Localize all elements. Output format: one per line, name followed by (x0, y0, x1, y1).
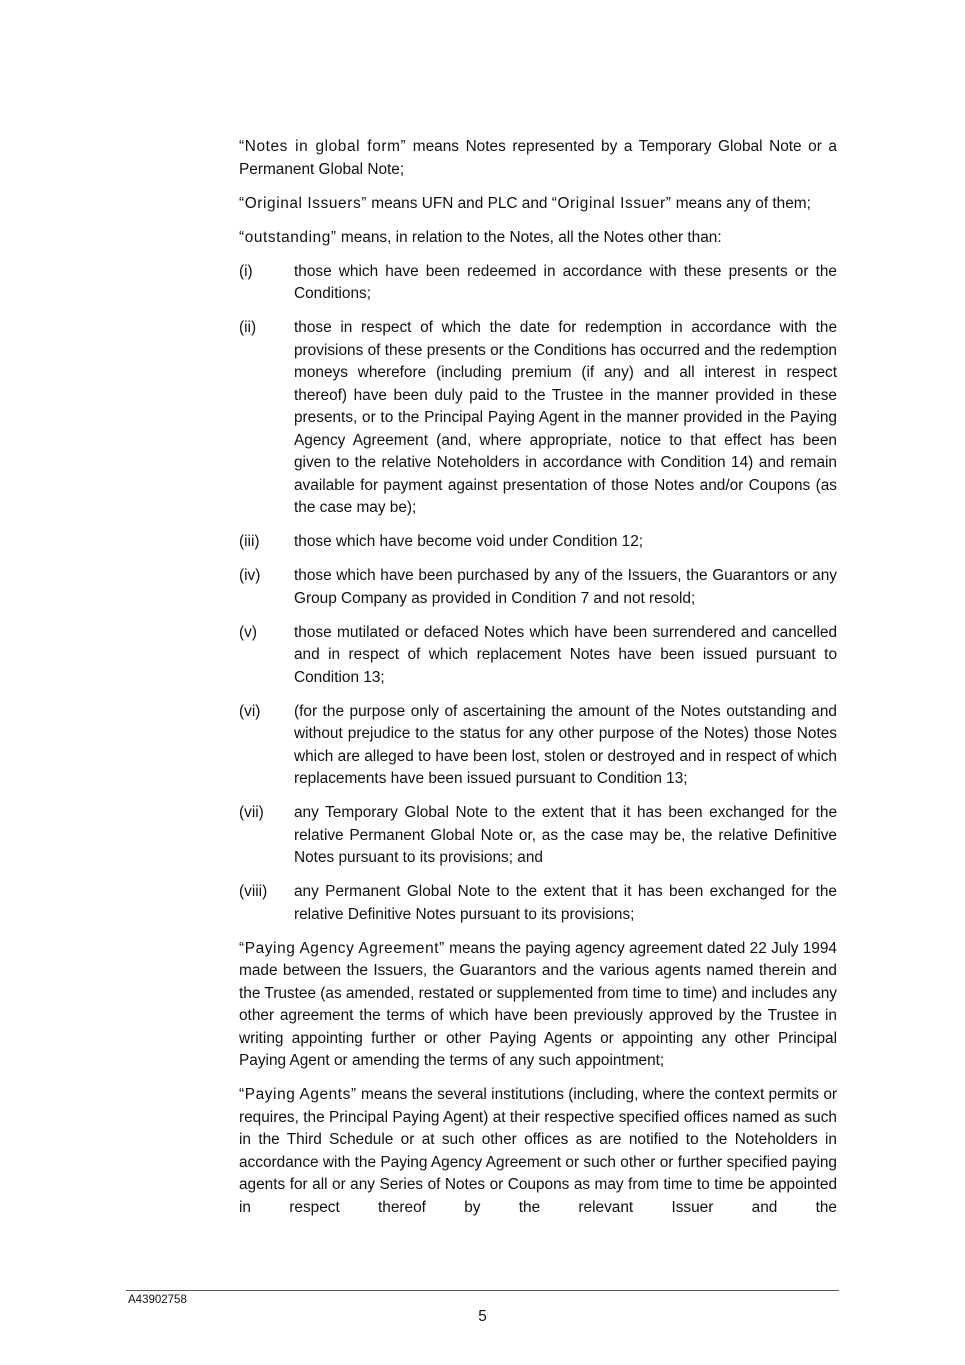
definition-text: means, in relation to the Notes, all the Notes other than: (336, 228, 722, 246)
list-item-text: any Temporary Global Note to the extent that it has been exchanged for the relative Permanent Global Note or, as the case may be, the relative Definitive Notes pursuant to its provisions; and (294, 804, 837, 866)
list-item (239, 622, 837, 690)
list-item (239, 881, 837, 926)
definition-paying-agents (239, 1084, 837, 1219)
defined-term: “Paying Agents” (239, 1086, 357, 1103)
list-item-text: those mutilated or defaced Notes which have been surrendered and cancelled and in respect of which replacement Notes have been issued pursuant to Condition 13; (294, 623, 837, 686)
list-item-text: those in respect of which the date for redemption in accordance with the provisions of these presents or the Conditions has occurred and the redemption moneys wherefore (including premium (if any) and all interest in respect thereof) have been duly paid to the Trustee in the manner provided in these presents, or to the Principal Paying Agent in the manner provided in the Paying Agency Agreement (and, where appropriate, notice to that effect has been given to the relative Noteholders in accordance with Condition 14) and remain available for payment against presentation of those Notes and/or Coupons (as the case may be); (294, 319, 837, 516)
list-item-number: (iv) (239, 567, 261, 584)
defined-term: “Original Issuer” (551, 194, 672, 212)
list-item-number: (i) (239, 262, 253, 280)
list-item-text: any Permanent Global Note to the extent that it has been exchanged for the relative Definitive Notes pursuant to its provisions; (294, 883, 837, 923)
list-item-number: (vi) (239, 702, 261, 720)
defined-term: “Notes in global form” (239, 138, 407, 155)
list-item-number: (viii) (239, 883, 268, 900)
defined-term: “Original Issuers” (239, 194, 367, 212)
list-item-text: those which have been purchased by any of the Issuers, the Guarantors or any Group Company as provided in Condition 7 and not resold; (294, 567, 837, 607)
list-item-text: (for the purpose only of ascertaining the amount of the Notes outstanding and without prejudice to the status for any other purpose of the Notes) those Notes which are alleged to have been lost, stolen or destroyed and in respect of which replacements have been issued pursuant to Condition 13; (294, 702, 837, 787)
list-item-number: (v) (239, 623, 257, 641)
list-item (239, 565, 837, 610)
definition-paying-agency-agreement (239, 938, 837, 1073)
definition-outstanding (239, 227, 837, 250)
list-item (239, 701, 837, 791)
definition-text: means the paying agency agreement dated 22 July 1994 made between the Issuers, the Guarantors and the various agents named therein and the Trustee (as amended, restated or supplemented from time to time) and includes any other agreement the terms of which have been previously approved by the Trustee in writing appointing further or other Paying Agents or appointing any other Principal Paying Agent or amending the terms of any such appointment; (239, 939, 837, 1069)
list-item (239, 261, 837, 306)
list-item-text: those which have been redeemed in accordance with these presents or the Conditions; (294, 262, 837, 302)
document-reference: A43902758 (128, 1294, 187, 1306)
definition-text: means Notes represented by a Temporary Global Note or a Permanent Global Note; (239, 138, 837, 178)
list-item (239, 317, 837, 520)
definition-text: means the several institutions (including, where the context permits or requires, the Principal Paying Agent) at their respective specified offices named as such in the Third Schedule or at such other offices as are notified to the Noteholders in accordance with the Paying Agency Agreement or such other or further specified paying agents for all or any Series of Notes or Coupons as may from time to time be appointed in respect thereof by the relevant Issuer and the (239, 1086, 838, 1216)
list-item-text: those which have become void under Condition 12; (294, 533, 644, 550)
footer-divider (126, 1290, 839, 1291)
defined-term: “outstanding” (239, 228, 337, 246)
list-item-number: (vii) (239, 804, 264, 821)
list-item-number: (iii) (239, 533, 260, 550)
page-number: 5 (478, 1308, 487, 1325)
definition-text: means any of them; (671, 194, 811, 212)
definition-original-issuers (239, 193, 837, 216)
definition-text: means UFN and PLC and (366, 194, 552, 212)
list-item (239, 802, 837, 870)
document-body (239, 136, 837, 1231)
definition-notes-in-global-form (239, 136, 837, 181)
list-item-number: (ii) (239, 319, 257, 336)
defined-term: “Paying Agency Agreement” (239, 939, 445, 957)
list-item (239, 531, 837, 554)
